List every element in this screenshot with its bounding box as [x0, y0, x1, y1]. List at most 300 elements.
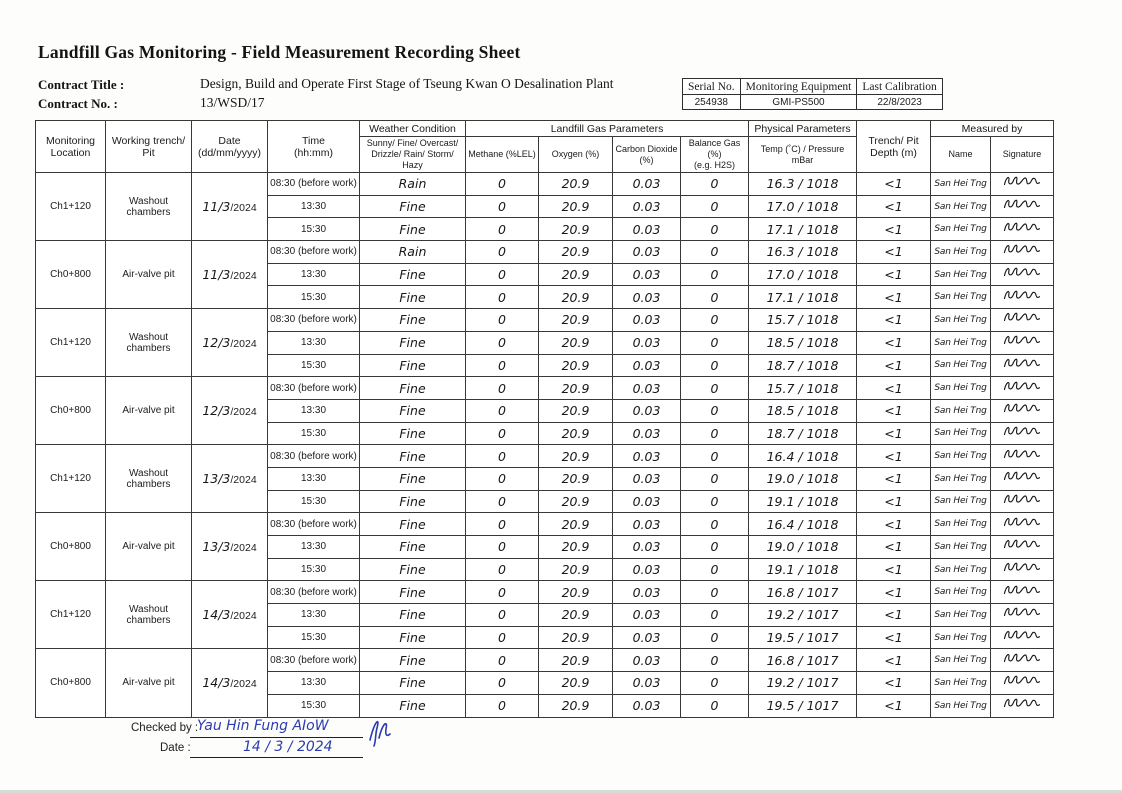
signature-cell	[991, 694, 1054, 717]
weather-cell: Fine	[360, 490, 466, 513]
time-header-line1: Time	[302, 134, 325, 147]
working-trench-cell: Air-valve pit	[106, 377, 192, 445]
serial-no-header: Serial No.	[683, 79, 741, 95]
time-cell: 13:30	[268, 331, 360, 354]
signature-cell	[991, 467, 1054, 490]
oxygen-cell: 20.9	[539, 218, 613, 241]
signature-scribble	[1001, 583, 1043, 597]
time-cell: 15:30	[268, 490, 360, 513]
signature-cell	[991, 581, 1054, 604]
weather-cell: Fine	[360, 604, 466, 627]
signature-scribble	[1001, 560, 1043, 574]
methane-cell: 0	[466, 263, 539, 286]
reading-row	[36, 377, 1054, 400]
oxygen-cell: 20.9	[539, 649, 613, 672]
date-printed: /2024	[230, 405, 257, 418]
weather-cell: Fine	[360, 536, 466, 559]
name-cell: San Hei Tng	[931, 694, 991, 717]
methane-cell: 0	[466, 286, 539, 309]
oxygen-cell: 20.9	[539, 309, 613, 332]
balance-gas-cell: 0	[681, 581, 749, 604]
balance-header-line1: Balance Gas (%)	[688, 138, 741, 160]
footer-date-label: Date :	[160, 742, 191, 754]
date-cell	[192, 173, 268, 241]
name-cell: San Hei Tng	[931, 558, 991, 581]
group-measured-by: Measured by	[931, 121, 1054, 137]
date-printed: /2024	[230, 677, 257, 690]
depth-cell: <1	[857, 286, 931, 309]
signature-scribble	[1001, 242, 1043, 256]
time-cell: 13:30	[268, 195, 360, 218]
signature-cell	[991, 672, 1054, 695]
date-handwritten: 12/3	[202, 402, 231, 418]
signature-scribble	[1001, 197, 1043, 211]
co2-cell: 0.03	[613, 467, 681, 490]
depth-cell: <1	[857, 694, 931, 717]
signature-cell	[991, 445, 1054, 468]
name-cell: San Hei Tng	[931, 309, 991, 332]
balance-gas-cell: 0	[681, 309, 749, 332]
signature-scribble	[1001, 424, 1043, 438]
col-weather-options: Sunny/ Fine/ Overcast/ Drizzle/ Rain/ Storm/ Hazy	[360, 137, 466, 173]
methane-cell: 0	[466, 331, 539, 354]
recording-table	[35, 120, 1054, 718]
monitoring-location-cell: Ch0+800	[36, 241, 106, 309]
weather-cell: Fine	[360, 626, 466, 649]
oxygen-cell: 20.9	[539, 263, 613, 286]
col-name: Name	[931, 137, 991, 173]
reading-row	[36, 581, 1054, 604]
signature-cell	[991, 286, 1054, 309]
col-signature: Signature	[991, 137, 1054, 173]
temp-pressure-cell: 17.1 / 1018	[749, 286, 857, 309]
balance-gas-cell: 0	[681, 490, 749, 513]
weather-cell: Fine	[360, 354, 466, 377]
page-title: Landfill Gas Monitoring - Field Measurement Recording Sheet	[38, 42, 521, 62]
col-monitoring-location: Monitoring Location	[36, 121, 106, 173]
methane-cell: 0	[466, 422, 539, 445]
signature-scribble	[1001, 401, 1043, 415]
name-cell: San Hei Tng	[931, 490, 991, 513]
time-cell: 15:30	[268, 354, 360, 377]
weather-cell: Fine	[360, 467, 466, 490]
signature-scribble	[1001, 515, 1043, 529]
depth-cell: <1	[857, 218, 931, 241]
footer-date-underline	[190, 757, 363, 758]
date-printed: /2024	[230, 269, 257, 282]
contract-title-label: Contract Title :	[38, 77, 125, 92]
co2-cell: 0.03	[613, 173, 681, 196]
balance-gas-cell: 0	[681, 604, 749, 627]
monitoring-equipment-value: GMI-PS500	[740, 95, 857, 110]
date-header-line2: (dd/mm/yyyy)	[198, 146, 261, 159]
name-cell: San Hei Tng	[931, 513, 991, 536]
weather-cell: Fine	[360, 399, 466, 422]
co2-cell: 0.03	[613, 422, 681, 445]
signature-cell	[991, 536, 1054, 559]
name-cell: San Hei Tng	[931, 354, 991, 377]
working-trench-cell: Air-valve pit	[106, 513, 192, 581]
signature-cell	[991, 604, 1054, 627]
weather-cell: Fine	[360, 581, 466, 604]
name-cell: San Hei Tng	[931, 445, 991, 468]
date-printed: /2024	[230, 337, 257, 350]
co2-cell: 0.03	[613, 195, 681, 218]
depth-cell: <1	[857, 558, 931, 581]
co2-cell: 0.03	[613, 604, 681, 627]
col-date	[192, 121, 268, 173]
temp-pressure-cell: 19.2 / 1017	[749, 672, 857, 695]
working-trench-cell: Washout chambers	[106, 309, 192, 377]
reading-row	[36, 309, 1054, 332]
temp-pressure-cell: 19.5 / 1017	[749, 694, 857, 717]
time-cell: 08:30 (before work)	[268, 649, 360, 672]
depth-cell: <1	[857, 513, 931, 536]
date-cell	[192, 377, 268, 445]
oxygen-cell: 20.9	[539, 513, 613, 536]
working-trench-cell: Washout chambers	[106, 173, 192, 241]
temp-pressure-cell: 19.1 / 1018	[749, 558, 857, 581]
co2-cell: 0.03	[613, 558, 681, 581]
signature-scribble	[1001, 447, 1043, 461]
temp-pressure-cell: 16.8 / 1017	[749, 581, 857, 604]
temp-pressure-cell: 16.4 / 1018	[749, 513, 857, 536]
depth-cell: <1	[857, 581, 931, 604]
monitoring-location-cell: Ch1+120	[36, 309, 106, 377]
signature-cell	[991, 649, 1054, 672]
time-cell: 13:30	[268, 536, 360, 559]
depth-cell: <1	[857, 536, 931, 559]
methane-cell: 0	[466, 513, 539, 536]
balance-gas-cell: 0	[681, 513, 749, 536]
name-cell: San Hei Tng	[931, 377, 991, 400]
balance-gas-cell: 0	[681, 445, 749, 468]
methane-cell: 0	[466, 694, 539, 717]
weather-cell: Fine	[360, 286, 466, 309]
oxygen-cell: 20.9	[539, 195, 613, 218]
name-cell: San Hei Tng	[931, 218, 991, 241]
group-physical-parameters: Physical Parameters	[749, 121, 857, 137]
name-cell: San Hei Tng	[931, 536, 991, 559]
time-cell: 13:30	[268, 399, 360, 422]
group-weather-condition: Weather Condition	[360, 121, 466, 137]
name-cell: San Hei Tng	[931, 649, 991, 672]
signature-scribble	[1001, 379, 1043, 393]
footer-date-handwritten: 14 / 3 / 2024	[243, 739, 333, 755]
signature-cell	[991, 331, 1054, 354]
methane-cell: 0	[466, 490, 539, 513]
depth-cell: <1	[857, 445, 931, 468]
co2-cell: 0.03	[613, 241, 681, 264]
reading-row	[36, 513, 1054, 536]
depth-cell: <1	[857, 263, 931, 286]
oxygen-cell: 20.9	[539, 558, 613, 581]
oxygen-cell: 20.9	[539, 286, 613, 309]
signature-cell	[991, 422, 1054, 445]
date-cell	[192, 649, 268, 717]
balance-gas-cell: 0	[681, 241, 749, 264]
date-printed: /2024	[230, 609, 257, 622]
weather-cell: Fine	[360, 422, 466, 445]
temp-pressure-cell: 15.7 / 1018	[749, 377, 857, 400]
signature-scribble	[1001, 605, 1043, 619]
time-cell: 15:30	[268, 626, 360, 649]
temp-pressure-cell: 16.8 / 1017	[749, 649, 857, 672]
signature-scribble	[1001, 265, 1043, 279]
time-cell: 08:30 (before work)	[268, 173, 360, 196]
last-calibration-header: Last Calibration	[857, 79, 942, 95]
signature-cell	[991, 377, 1054, 400]
depth-cell: <1	[857, 241, 931, 264]
signature-scribble	[1001, 333, 1043, 347]
monitoring-location-cell: Ch0+800	[36, 377, 106, 445]
co2-cell: 0.03	[613, 626, 681, 649]
col-methane: Methane (%LEL)	[466, 137, 539, 173]
depth-cell: <1	[857, 195, 931, 218]
balance-gas-cell: 0	[681, 195, 749, 218]
date-printed: /2024	[230, 201, 257, 214]
time-cell: 13:30	[268, 263, 360, 286]
oxygen-cell: 20.9	[539, 422, 613, 445]
weather-cell: Fine	[360, 263, 466, 286]
date-handwritten: 12/3	[202, 334, 231, 350]
signature-cell	[991, 263, 1054, 286]
signature-cell	[991, 218, 1054, 241]
methane-cell: 0	[466, 354, 539, 377]
co2-cell: 0.03	[613, 399, 681, 422]
balance-header-line2: (e.g. H2S)	[694, 159, 736, 170]
temp-pressure-cell: 15.7 / 1018	[749, 309, 857, 332]
monitoring-location-cell: Ch1+120	[36, 581, 106, 649]
time-cell: 08:30 (before work)	[268, 513, 360, 536]
temp-pressure-cell: 19.1 / 1018	[749, 490, 857, 513]
time-cell: 15:30	[268, 286, 360, 309]
date-handwritten: 14/3	[202, 606, 231, 622]
oxygen-cell: 20.9	[539, 399, 613, 422]
weather-cell: Fine	[360, 309, 466, 332]
oxygen-cell: 20.9	[539, 173, 613, 196]
date-cell	[192, 581, 268, 649]
name-cell: San Hei Tng	[931, 467, 991, 490]
methane-cell: 0	[466, 536, 539, 559]
co2-cell: 0.03	[613, 581, 681, 604]
time-cell: 13:30	[268, 467, 360, 490]
name-cell: San Hei Tng	[931, 195, 991, 218]
name-cell: San Hei Tng	[931, 672, 991, 695]
signature-cell	[991, 399, 1054, 422]
date-printed: /2024	[230, 473, 257, 486]
time-cell: 15:30	[268, 422, 360, 445]
serial-no-value: 254938	[683, 95, 741, 110]
time-cell: 08:30 (before work)	[268, 309, 360, 332]
name-cell: San Hei Tng	[931, 399, 991, 422]
methane-cell: 0	[466, 672, 539, 695]
co2-cell: 0.03	[613, 694, 681, 717]
oxygen-cell: 20.9	[539, 377, 613, 400]
signature-scribble	[1001, 356, 1043, 370]
date-handwritten: 11/3	[202, 266, 231, 282]
depth-cell: <1	[857, 467, 931, 490]
temp-pressure-cell: 19.5 / 1017	[749, 626, 857, 649]
oxygen-cell: 20.9	[539, 467, 613, 490]
co2-cell: 0.03	[613, 263, 681, 286]
signature-scribble	[1001, 310, 1043, 324]
balance-gas-cell: 0	[681, 377, 749, 400]
co2-cell: 0.03	[613, 490, 681, 513]
time-cell: 13:30	[268, 672, 360, 695]
working-trench-cell: Washout chambers	[106, 445, 192, 513]
co2-cell: 0.03	[613, 672, 681, 695]
time-cell: 08:30 (before work)	[268, 445, 360, 468]
monitoring-location-cell: Ch0+800	[36, 513, 106, 581]
temp-pressure-cell: 18.7 / 1018	[749, 422, 857, 445]
oxygen-cell: 20.9	[539, 626, 613, 649]
signature-scribble	[1001, 174, 1043, 188]
header-row-groups	[36, 121, 1054, 137]
methane-cell: 0	[466, 399, 539, 422]
balance-gas-cell: 0	[681, 218, 749, 241]
time-cell: 15:30	[268, 558, 360, 581]
oxygen-cell: 20.9	[539, 581, 613, 604]
monitoring-location-cell: Ch0+800	[36, 649, 106, 717]
co2-cell: 0.03	[613, 309, 681, 332]
depth-cell: <1	[857, 399, 931, 422]
name-cell: San Hei Tng	[931, 286, 991, 309]
name-cell: San Hei Tng	[931, 241, 991, 264]
co2-cell: 0.03	[613, 377, 681, 400]
temp-header-line1: Temp (˚C) / Pressure	[760, 143, 845, 154]
equipment-info-table	[682, 78, 943, 110]
oxygen-cell: 20.9	[539, 490, 613, 513]
balance-gas-cell: 0	[681, 173, 749, 196]
depth-cell: <1	[857, 604, 931, 627]
checked-by-underline	[190, 737, 363, 738]
weather-cell: Fine	[360, 558, 466, 581]
balance-gas-cell: 0	[681, 354, 749, 377]
time-header-line2: (hh:mm)	[293, 146, 334, 159]
col-temp-pressure	[749, 137, 857, 173]
reading-row	[36, 173, 1054, 196]
checked-by-handwritten: Yau Hin Fung AIoW	[197, 718, 329, 734]
temp-pressure-cell: 16.3 / 1018	[749, 173, 857, 196]
date-handwritten: 13/3	[202, 470, 231, 486]
name-cell: San Hei Tng	[931, 173, 991, 196]
date-printed: /2024	[230, 541, 257, 554]
signature-cell	[991, 513, 1054, 536]
depth-cell: <1	[857, 490, 931, 513]
depth-cell: <1	[857, 672, 931, 695]
weather-cell: Fine	[360, 377, 466, 400]
time-cell: 15:30	[268, 694, 360, 717]
balance-gas-cell: 0	[681, 649, 749, 672]
col-working-trench-pit: Working trench/ Pit	[106, 121, 192, 173]
checked-by-initial-scribble	[366, 714, 392, 748]
temp-pressure-cell: 17.0 / 1018	[749, 195, 857, 218]
co2-cell: 0.03	[613, 331, 681, 354]
weather-cell: Fine	[360, 649, 466, 672]
temp-header-line2: mBar	[791, 154, 814, 165]
balance-gas-cell: 0	[681, 263, 749, 286]
oxygen-cell: 20.9	[539, 694, 613, 717]
signature-scribble	[1001, 673, 1043, 687]
monitoring-equipment-header: Monitoring Equipment	[740, 79, 857, 95]
methane-cell: 0	[466, 377, 539, 400]
signature-scribble	[1001, 220, 1043, 234]
signature-cell	[991, 354, 1054, 377]
name-cell: San Hei Tng	[931, 581, 991, 604]
contract-title-value: Design, Build and Operate First Stage of Tseung Kwan O Desalination Plant	[200, 76, 614, 91]
depth-cell: <1	[857, 422, 931, 445]
weather-cell: Fine	[360, 195, 466, 218]
oxygen-cell: 20.9	[539, 604, 613, 627]
co2-cell: 0.03	[613, 445, 681, 468]
balance-gas-cell: 0	[681, 626, 749, 649]
weather-cell: Fine	[360, 513, 466, 536]
name-cell: San Hei Tng	[931, 331, 991, 354]
temp-pressure-cell: 18.7 / 1018	[749, 354, 857, 377]
equipment-header-row	[683, 79, 943, 95]
methane-cell: 0	[466, 309, 539, 332]
weather-cell: Fine	[360, 672, 466, 695]
date-cell	[192, 513, 268, 581]
col-trench-pit-depth: Trench/ Pit Depth (m)	[857, 121, 931, 173]
date-handwritten: 11/3	[202, 198, 231, 214]
methane-cell: 0	[466, 649, 539, 672]
contract-no-label: Contract No. :	[38, 96, 118, 111]
equipment-value-row	[683, 95, 943, 110]
name-cell: San Hei Tng	[931, 422, 991, 445]
balance-gas-cell: 0	[681, 558, 749, 581]
balance-gas-cell: 0	[681, 536, 749, 559]
monitoring-location-cell: Ch1+120	[36, 173, 106, 241]
date-handwritten: 14/3	[202, 674, 231, 690]
methane-cell: 0	[466, 445, 539, 468]
time-cell: 08:30 (before work)	[268, 377, 360, 400]
signature-scribble	[1001, 288, 1043, 302]
balance-gas-cell: 0	[681, 331, 749, 354]
balance-gas-cell: 0	[681, 422, 749, 445]
weather-cell: Rain	[360, 173, 466, 196]
time-cell: 08:30 (before work)	[268, 241, 360, 264]
name-cell: San Hei Tng	[931, 626, 991, 649]
depth-cell: <1	[857, 649, 931, 672]
date-header-line1: Date	[218, 134, 241, 147]
balance-gas-cell: 0	[681, 694, 749, 717]
methane-cell: 0	[466, 558, 539, 581]
depth-cell: <1	[857, 173, 931, 196]
co2-cell: 0.03	[613, 354, 681, 377]
time-cell: 15:30	[268, 218, 360, 241]
oxygen-cell: 20.9	[539, 241, 613, 264]
signature-cell	[991, 241, 1054, 264]
signature-cell	[991, 558, 1054, 581]
working-trench-cell: Air-valve pit	[106, 241, 192, 309]
col-balance-gas	[681, 137, 749, 173]
date-handwritten: 13/3	[202, 538, 231, 554]
methane-cell: 0	[466, 195, 539, 218]
checked-by-label: Checked by :	[131, 722, 199, 734]
date-cell	[192, 445, 268, 513]
signature-scribble	[1001, 696, 1043, 710]
working-trench-cell: Washout chambers	[106, 581, 192, 649]
depth-cell: <1	[857, 331, 931, 354]
co2-cell: 0.03	[613, 513, 681, 536]
signature-cell	[991, 626, 1054, 649]
readings-tbody	[36, 173, 1054, 718]
co2-cell: 0.03	[613, 218, 681, 241]
temp-pressure-cell: 19.0 / 1018	[749, 467, 857, 490]
signature-cell	[991, 490, 1054, 513]
